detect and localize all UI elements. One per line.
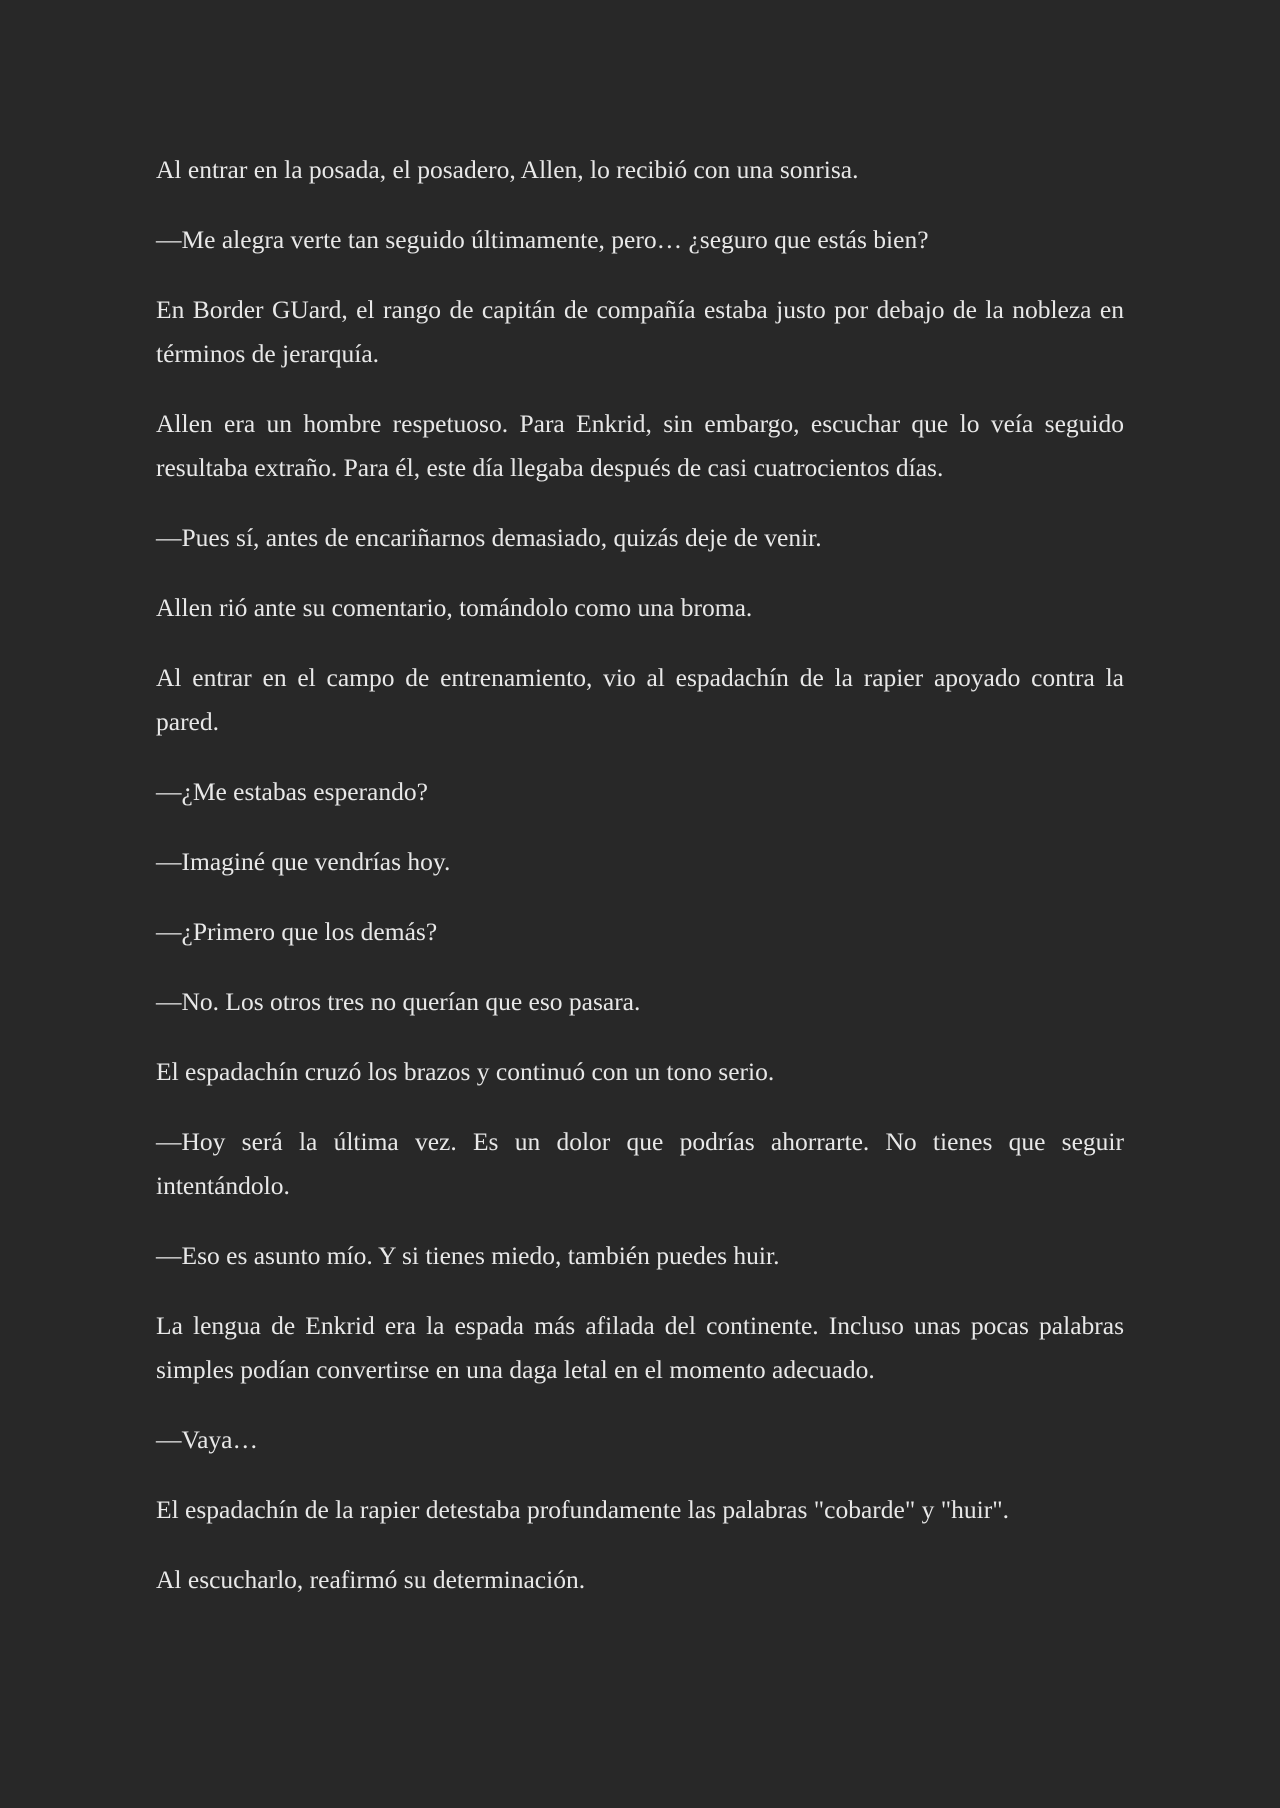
paragraph: —Imaginé que vendrías hoy.: [156, 847, 451, 876]
paragraph: Al entrar en la posada, el posadero, Allen, lo recibió con una sonrisa.: [156, 155, 859, 184]
paragraph: —No. Los otros tres no querían que eso pasara.: [156, 987, 641, 1016]
paragraph: —¿Primero que los demás?: [156, 917, 438, 946]
paragraph: —Pues sí, antes de encariñarnos demasiado, quizás deje de venir.: [156, 523, 822, 552]
chapter-text: [156, 148, 1124, 1602]
paragraph: La lengua de Enkrid era la espada más afilada del continente. Incluso unas pocas palabras simples podían convertirse en una daga letal en el momento adecuado.: [156, 1311, 1124, 1384]
paragraph: Allen era un hombre respetuoso. Para Enkrid, sin embargo, escuchar que lo veía seguido resultaba extraño. Para él, este día llegaba después de casi cuatrocientos días.: [156, 409, 1124, 482]
paragraph: —Hoy será la última vez. Es un dolor que podrías ahorrarte. No tienes que seguir intentándolo.: [156, 1127, 1124, 1200]
paragraph: El espadachín de la rapier detestaba profundamente las palabras "cobarde" y "huir".: [156, 1495, 1010, 1524]
paragraph: —¿Me estabas esperando?: [156, 777, 428, 806]
paragraph: Allen rió ante su comentario, tomándolo como una broma.: [156, 593, 753, 622]
paragraph: En Border GUard, el rango de capitán de compañía estaba justo por debajo de la nobleza en términos de jerarquía.: [156, 295, 1124, 368]
paragraph: Al entrar en el campo de entrenamiento, vio al espadachín de la rapier apoyado contra la pared.: [156, 663, 1124, 736]
paragraph: El espadachín cruzó los brazos y continuó con un tono serio.: [156, 1057, 775, 1086]
paragraph: —Vaya…: [156, 1425, 258, 1454]
paragraph: Al escucharlo, reafirmó su determinación.: [156, 1565, 586, 1594]
paragraph: —Eso es asunto mío. Y si tienes miedo, también puedes huir.: [156, 1241, 780, 1270]
paragraph: —Me alegra verte tan seguido últimamente, pero… ¿seguro que estás bien?: [156, 225, 929, 254]
